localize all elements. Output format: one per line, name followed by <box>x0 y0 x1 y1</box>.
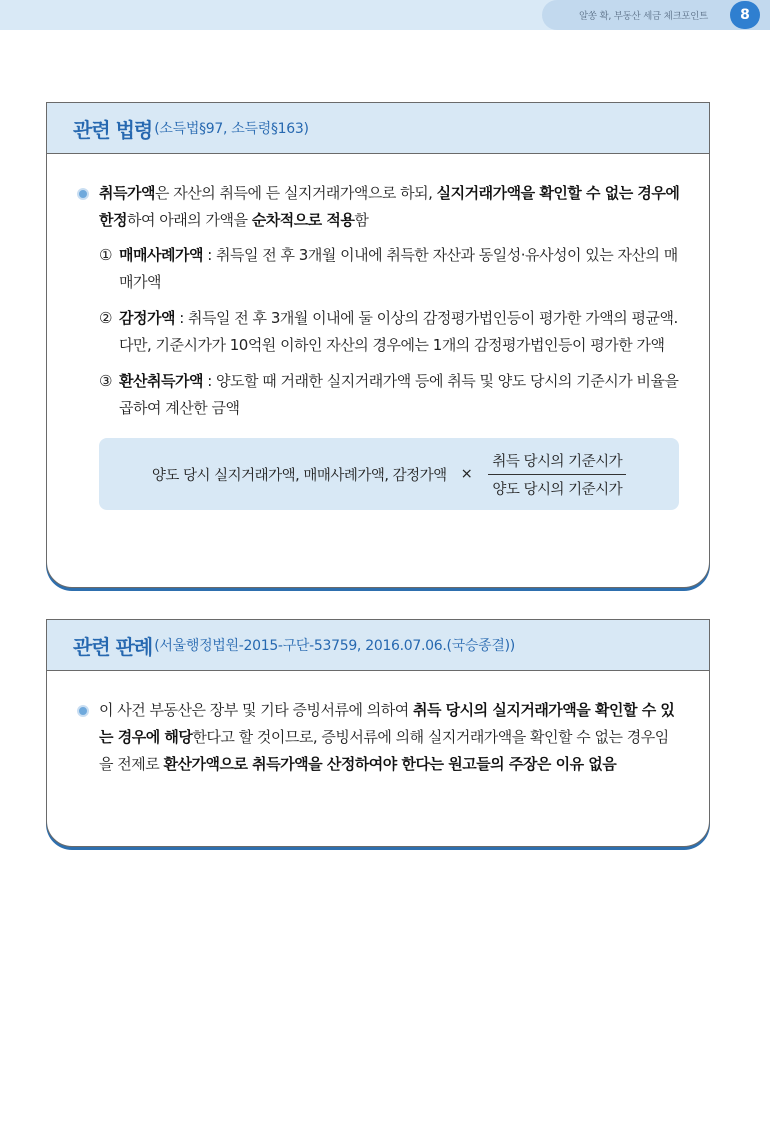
law-item <box>99 305 681 359</box>
related-case-body <box>47 671 709 778</box>
emphasis-segment: 순차적으로 적용 <box>251 211 355 229</box>
item-term: 감정가액 <box>119 309 175 327</box>
text-segment: 함 <box>354 211 369 229</box>
emphasis-segment: 환산가액으로 취득가액을 산정하여야 한다는 원고들의 주장은 이유 없음 <box>163 755 617 773</box>
related-case-header <box>47 620 709 671</box>
formula-left-term: 양도 당시 실지거래가액, 매매사례가액, 감정가액 <box>151 467 447 484</box>
text-segment: 하여 아래의 가액을 <box>126 211 252 229</box>
conversion-formula-box <box>99 438 679 510</box>
law-bullet-text <box>99 180 681 234</box>
law-item <box>99 242 681 296</box>
related-law-box <box>46 102 710 588</box>
page-number-badge: 8 <box>730 1 760 29</box>
emphasis-segment: 실지거래가액을 확인할 수 없는 경우에 한정 <box>99 184 680 229</box>
item-number: ① <box>99 246 113 264</box>
law-item <box>99 368 681 422</box>
related-case-subtitle: (서울행정법원-2015-구단-53759, 2016.07.06.(국승종결)) <box>154 638 515 654</box>
case-bullet-row <box>77 697 681 778</box>
header-section-title: 알쏭 확, 부동산 세금 체크포인트 <box>578 11 708 22</box>
formula-numerator: 취득 당시의 기준시가 <box>488 450 626 475</box>
related-law-header <box>47 103 709 154</box>
related-case-title: 관련 판례 <box>73 634 153 659</box>
item-text <box>119 368 681 422</box>
related-law-title: 관련 법령 <box>73 117 153 142</box>
top-header-bar <box>0 0 770 30</box>
item-description: : 취득일 전 후 3개월 이내에 둘 이상의 감정평가법인등이 평가한 가액의 평균액. 다만, 기준시가가 10억원 이하인 자산의 경우에는 1개의 감정평가법인등이 평가한 가액 <box>119 309 678 354</box>
formula-fraction <box>488 450 626 499</box>
bullet-dot-icon <box>77 188 89 200</box>
text-segment: 한다고 할 것이므로, 증빙서류에 의해 실지거래가액을 확인할 수 없는 경우임을 전제로 <box>99 728 669 773</box>
formula-multiply-sign: × <box>460 466 473 482</box>
term-acquisition-value: 취득가액 <box>99 184 155 202</box>
item-description: : 양도할 때 거래한 실지거래가액 등에 취득 및 양도 당시의 기준시가 비율을 곱하여 계산한 금액 <box>119 372 679 417</box>
item-term: 매매사례가액 <box>119 246 203 264</box>
text-segment: 이 사건 부동산은 장부 및 기타 증빙서류에 의하여 <box>99 701 413 719</box>
bullet-dot-icon <box>77 705 89 717</box>
item-description: : 취득일 전 후 3개월 이내에 취득한 자산과 동일성·유사성이 있는 자산의 매매가액 <box>119 246 678 291</box>
item-number: ② <box>99 309 113 327</box>
related-law-subtitle: (소득법§97, 소득령§163) <box>154 121 309 137</box>
item-text <box>119 305 681 359</box>
formula-denominator: 양도 당시의 기준시가 <box>492 481 623 498</box>
related-case-box <box>46 619 710 847</box>
law-bullet-row <box>77 180 681 234</box>
case-bullet-text <box>99 697 681 778</box>
law-items-list <box>77 242 681 422</box>
item-text <box>119 242 681 296</box>
related-law-body <box>47 154 709 510</box>
item-term: 환산취득가액 <box>119 372 203 390</box>
item-number: ③ <box>99 372 113 390</box>
text-segment: 은 자산의 취득에 든 실지거래가액으로 하되, <box>154 184 437 202</box>
emphasis-segment: 취득 당시의 실지거래가액을 확인할 수 있는 경우에 해당 <box>99 701 675 746</box>
